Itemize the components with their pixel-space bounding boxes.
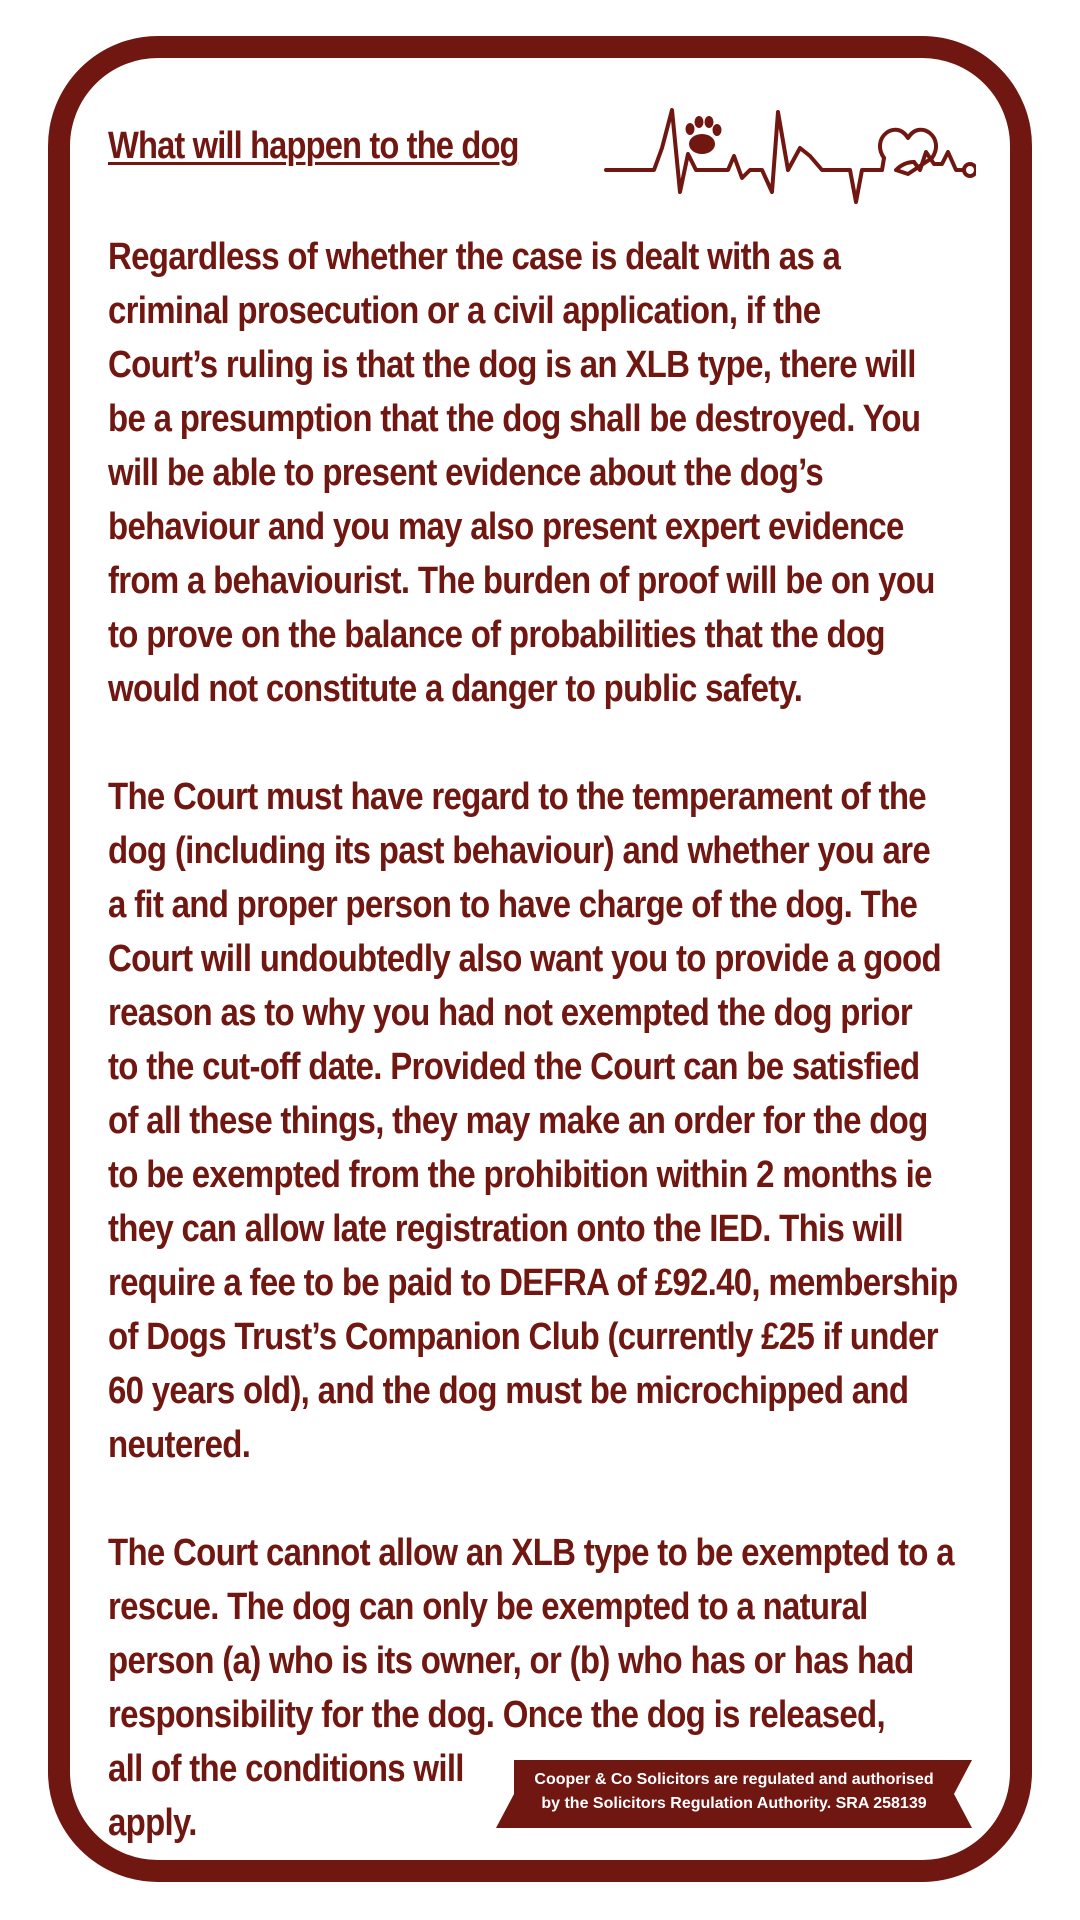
paragraph-destruction-presumption: Regardless of whether the case is dealt with as a criminal prosecution or a civil application, if the Court’s ruling is that the dog is an XLB type, there will be a presumption that the dog shall be destroyed. You will be able to present evidence about the dog’s behaviour and you may also present expert evidence from a behaviourist. The burden of proof will be on you to prove on the balance of probabilities that the dog would not constitute a danger to public safety. [108,236,935,710]
page-title: What will happen to the dog [108,125,519,167]
body-text [108,230,976,1904]
paragraph-court-considerations: The Court must have regard to the temperament of the dog (including its past behaviour) and whether you are a fit and proper person to have charge of the dog. The Court will undoubtedly also want you to provide a good reason as to why you had not exempted the dog prior to the cut-off date. Provided the Court can be satisfied of all these things, they may make an order for the dog to be exempted from the prohibition within 2 months ie they can allow late registration onto the IED. This will require a fee to be paid to DEFRA of £92.40, membership of Dogs Trust’s Companion Club (currently £25 if under 60 years old), and the dog must be microchipped and neutered. [108,776,958,1466]
heartbeat-paw-heart-icon [604,104,976,214]
regulation-notice: Cooper & Co Solicitors are regulated and authorised by the Solicitors Regulation Authority. SRA 258139 [534,1771,934,1812]
paragraph-exemption-rules: The Court cannot allow an XLB type to be exempted to a rescue. The dog can only be exempted to a natural person (a) who is its owner, or (b) who has or has had responsibility for the dog. Once the dog is released, all of the conditions will apply. [108,1532,954,1844]
